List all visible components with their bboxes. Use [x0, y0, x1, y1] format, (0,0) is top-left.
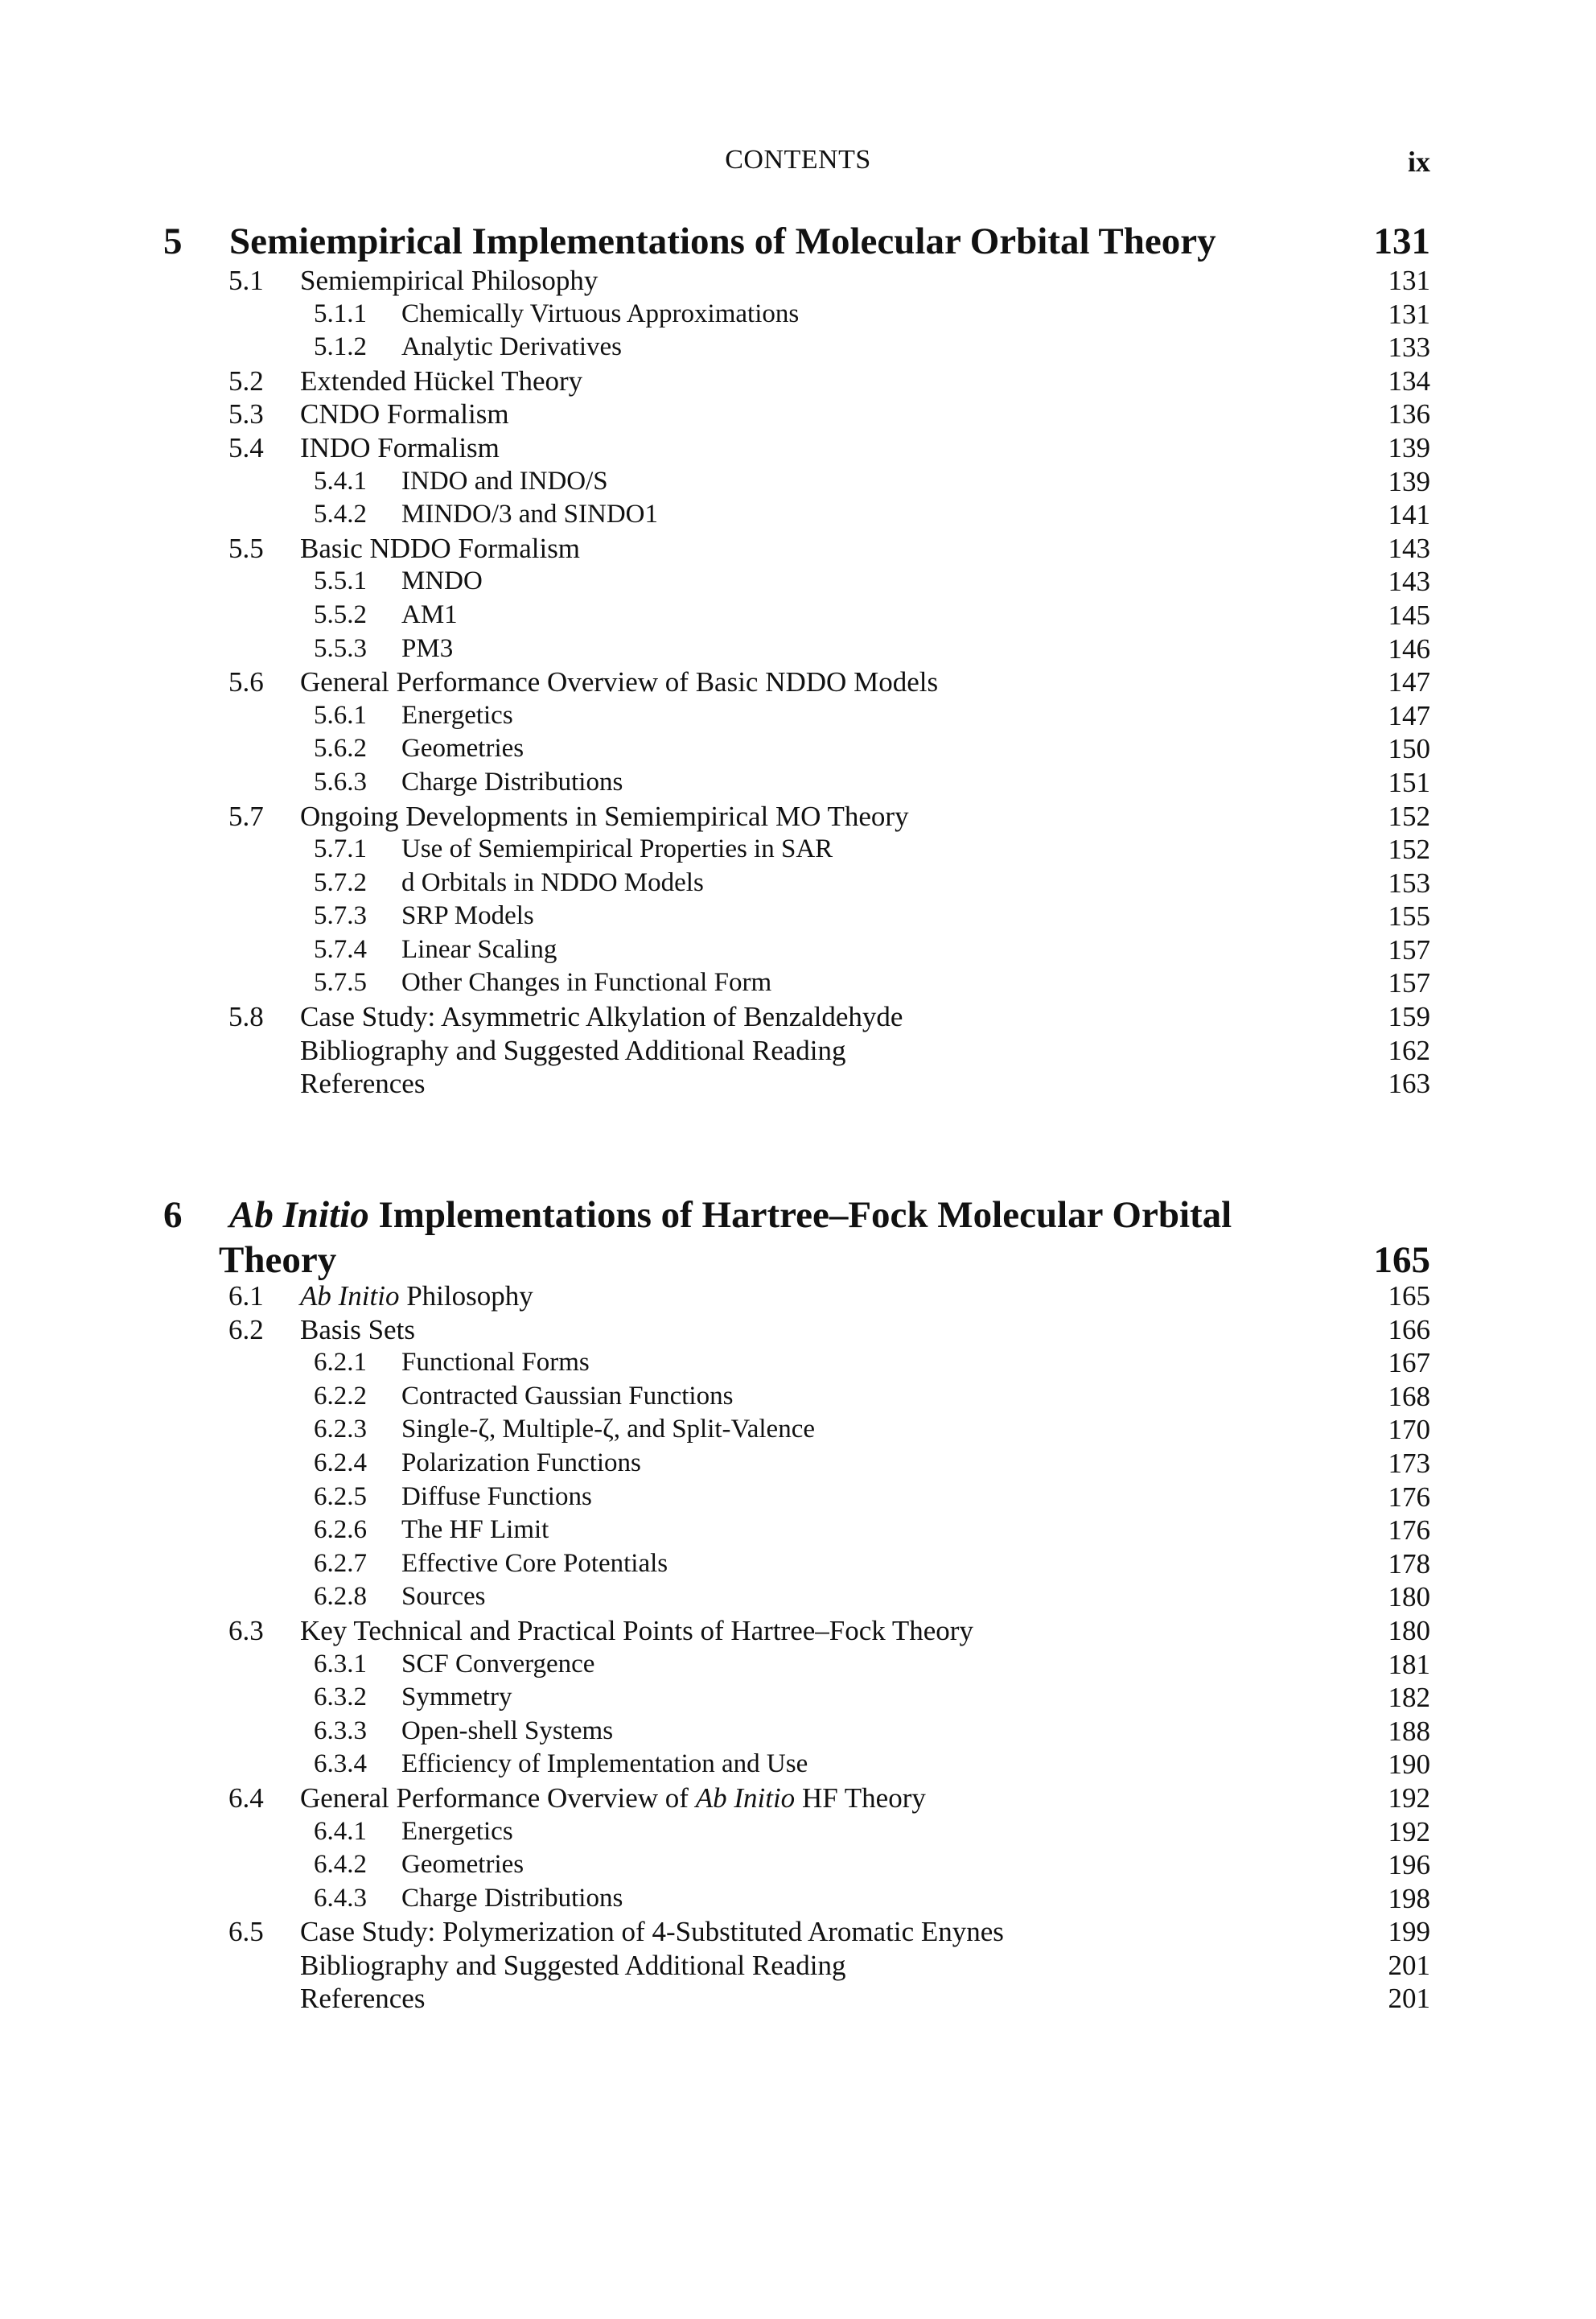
toc-backmatter-entry[interactable]: [0, 1034, 1596, 1068]
entry-number: 5.5.1: [314, 566, 367, 596]
entry-title-text: Contracted Gaussian Functions: [401, 1381, 734, 1411]
entry-title: [401, 933, 557, 967]
entry-page-number: 180: [1388, 1614, 1430, 1646]
entry-page-number: 131: [1388, 298, 1430, 330]
entry-page-number: 167: [1388, 1347, 1430, 1379]
entry-title-text: References: [300, 1068, 426, 1100]
running-head: [0, 145, 1596, 185]
entry-number: 5.1: [228, 265, 264, 296]
entry-title-text: Energetics: [401, 700, 513, 730]
toc-subsection-entry[interactable]: [0, 1815, 1596, 1849]
entry-title: [401, 1715, 613, 1749]
toc-subsection-entry[interactable]: [0, 867, 1596, 900]
toc-subsection-entry[interactable]: [0, 1380, 1596, 1414]
entry-title-text: Ongoing Developments in Semiempirical MO Theory: [300, 800, 909, 832]
entry-page-number: 192: [1388, 1815, 1430, 1847]
entry-title: [300, 1949, 846, 1983]
entry-title: [300, 1915, 1004, 1949]
entry-page-number: 134: [1388, 365, 1430, 397]
toc-subsection-entry[interactable]: [0, 699, 1596, 733]
toc-subsection-entry[interactable]: [0, 298, 1596, 332]
entry-page-number: 181: [1388, 1648, 1430, 1680]
entry-number: 5.7.4: [314, 934, 367, 964]
entry-title-italic: Ab Initio: [695, 1781, 796, 1814]
entry-number: 6.2.1: [314, 1348, 367, 1378]
toc-subsection-entry[interactable]: [0, 1346, 1596, 1380]
entry-title-text: INDO Formalism: [300, 431, 500, 463]
toc-section-entry[interactable]: [0, 1313, 1596, 1347]
entry-number: 6.3.3: [314, 1716, 367, 1745]
entry-title-text: Bibliography and Suggested Additional Reading: [300, 1034, 846, 1066]
toc-backmatter-entry[interactable]: [0, 1067, 1596, 1101]
entry-title: [300, 1781, 926, 1815]
entry-title: [401, 966, 771, 1000]
entry-title-text: Philosophy: [399, 1280, 533, 1312]
entry-title: [401, 766, 623, 800]
chapter-number: 6: [163, 1194, 183, 1236]
entry-title-text: Chemically Virtuous Approximations: [401, 299, 800, 328]
toc-subsection-entry[interactable]: [0, 1580, 1596, 1614]
entry-number: 5.5.2: [314, 599, 367, 629]
toc-section-entry[interactable]: [0, 1614, 1596, 1648]
entry-page-number: 199: [1388, 1916, 1430, 1948]
entry-page-number: 180: [1388, 1581, 1430, 1613]
entry-title-text: Semiempirical Philosophy: [300, 265, 598, 296]
toc-section-entry[interactable]: [0, 397, 1596, 431]
entry-number: 5.8: [228, 1001, 264, 1033]
entry-title: [401, 1380, 733, 1414]
toc-section-entry[interactable]: [0, 264, 1596, 298]
entry-number: 6.1: [228, 1280, 264, 1312]
entry-title: [401, 1413, 815, 1447]
entry-page-number: 147: [1388, 699, 1430, 731]
entry-page-number: 178: [1388, 1547, 1430, 1580]
entry-page-number: 201: [1388, 1983, 1430, 2015]
toc-section-entry[interactable]: [0, 532, 1596, 566]
entry-title: [401, 1346, 590, 1380]
entry-page-number: 182: [1388, 1682, 1430, 1714]
entry-title: [300, 1000, 903, 1034]
entry-title: [300, 1034, 846, 1068]
toc-subsection-entry[interactable]: [0, 732, 1596, 766]
entry-page-number: 201: [1388, 1949, 1430, 1981]
entry-title-text: AM1: [401, 599, 458, 629]
entry-title-text: d Orbitals in NDDO Models: [401, 867, 704, 897]
entry-title: [401, 900, 534, 933]
toc-section-entry[interactable]: [0, 365, 1596, 398]
entry-number: 6.2.4: [314, 1448, 367, 1477]
entry-title: [401, 1547, 668, 1581]
entry-page-number: 136: [1388, 398, 1430, 430]
entry-page-number: 153: [1388, 867, 1430, 899]
entry-page-number: 143: [1388, 532, 1430, 564]
entry-title-text: General Performance Overview of: [300, 1781, 696, 1814]
entry-page-number: 139: [1388, 465, 1430, 497]
entry-title: [401, 1882, 623, 1916]
entry-number: 5.6.1: [314, 700, 367, 730]
entry-page-number: 173: [1388, 1447, 1430, 1479]
entry-page-number: 146: [1388, 632, 1430, 665]
toc-subsection-entry[interactable]: [0, 1514, 1596, 1547]
chapter-page-number: 165: [1373, 1239, 1430, 1281]
entry-number: 5.6: [228, 666, 264, 698]
toc-subsection-entry[interactable]: [0, 1481, 1596, 1514]
toc-subsection-entry[interactable]: [0, 766, 1596, 800]
chapter-page-number: 131: [1373, 220, 1430, 262]
entry-title: [401, 1848, 524, 1882]
entry-page-number: 151: [1388, 766, 1430, 798]
toc-section-entry[interactable]: [0, 1781, 1596, 1815]
entry-title: [401, 1681, 512, 1715]
entry-page-number: 168: [1388, 1380, 1430, 1412]
entry-page-number: 192: [1388, 1781, 1430, 1814]
entry-number: 6.5: [228, 1916, 264, 1948]
entry-page-number: 141: [1388, 499, 1430, 531]
entry-page-number: 152: [1388, 800, 1430, 832]
entry-title-text: Single-ζ, Multiple-ζ, and Split-Valence: [401, 1415, 815, 1444]
entry-number: 5.1.1: [314, 299, 367, 328]
entry-title-text: Symmetry: [401, 1683, 512, 1712]
entry-title-text: Diffuse Functions: [401, 1481, 592, 1511]
entry-page-number: 176: [1388, 1514, 1430, 1547]
entry-number: 5.7.5: [314, 968, 367, 998]
chapter-title-italic: Ab Initio: [229, 1194, 369, 1236]
entry-number: 5.5.3: [314, 633, 367, 663]
entry-page-number: 157: [1388, 933, 1430, 966]
entry-title: [401, 298, 799, 332]
entry-page-number: 176: [1388, 1481, 1430, 1513]
toc-backmatter-entry[interactable]: [0, 1949, 1596, 1983]
toc-subsection-entry[interactable]: [0, 331, 1596, 365]
toc-subsection-entry[interactable]: [0, 1547, 1596, 1581]
entry-title-text: Use of Semiempirical Properties in SAR: [401, 834, 833, 864]
entry-page-number: 166: [1388, 1313, 1430, 1345]
toc-subsection-entry[interactable]: [0, 1715, 1596, 1749]
entry-title-text: Basis Sets: [300, 1313, 415, 1345]
toc-subsection-entry[interactable]: [0, 565, 1596, 599]
entry-number: 6.4.2: [314, 1850, 367, 1880]
entry-page-number: 143: [1388, 566, 1430, 598]
toc-subsection-entry[interactable]: [0, 1681, 1596, 1715]
entry-page-number: 150: [1388, 733, 1430, 765]
toc-section-entry[interactable]: [0, 1000, 1596, 1034]
entry-title: [401, 1815, 513, 1849]
entry-title: [401, 1481, 592, 1514]
entry-page-number: 162: [1388, 1034, 1430, 1066]
entry-title-text: Polarization Functions: [401, 1448, 641, 1477]
toc-subsection-entry[interactable]: [0, 933, 1596, 967]
toc-backmatter-entry[interactable]: [0, 1982, 1596, 2016]
entry-number: 5.7.3: [314, 901, 367, 931]
entry-title-text: Efficiency of Implementation and Use: [401, 1749, 808, 1779]
entry-title-text: MINDO/3 and SINDO1: [401, 500, 658, 529]
entry-title: [300, 1313, 415, 1347]
entry-title-italic: Ab Initio: [300, 1280, 400, 1312]
entry-number: 6.2.5: [314, 1481, 367, 1511]
entry-title-text: HF Theory: [795, 1781, 926, 1814]
entry-title: [401, 732, 524, 766]
toc-subsection-entry[interactable]: [0, 833, 1596, 867]
entry-number: 5.2: [228, 365, 264, 397]
entry-title: [300, 431, 500, 465]
entry-title: [401, 331, 622, 365]
entry-number: 5.5: [228, 532, 264, 564]
entry-title-text: General Performance Overview of Basic NDDO Models: [300, 666, 939, 698]
entry-page-number: 147: [1388, 666, 1430, 698]
entry-title: [300, 1614, 973, 1648]
entry-number: 6.2.3: [314, 1415, 367, 1444]
entry-title: [300, 397, 509, 431]
entry-number: 6.4.3: [314, 1883, 367, 1913]
entry-title-text: Basic NDDO Formalism: [300, 532, 581, 564]
toc-subsection-entry[interactable]: [0, 1848, 1596, 1882]
entry-title-text: Geometries: [401, 1850, 524, 1880]
entry-title-text: Other Changes in Functional Form: [401, 968, 772, 998]
entry-number: 5.7.1: [314, 834, 367, 864]
entry-title: [300, 532, 580, 566]
entry-title-text: SRP Models: [401, 901, 534, 931]
entry-number: 6.3.2: [314, 1683, 367, 1712]
entry-number: 5.1.2: [314, 332, 367, 362]
entry-page-number: 165: [1388, 1280, 1430, 1312]
entry-title-text: SCF Convergence: [401, 1649, 595, 1678]
entry-title: [300, 800, 909, 834]
entry-page-number: 152: [1388, 834, 1430, 866]
entry-title: [401, 1447, 641, 1481]
entry-title-text: Bibliography and Suggested Additional Reading: [300, 1949, 846, 1981]
toc-subsection-entry[interactable]: [0, 966, 1596, 1000]
entry-page-number: 188: [1388, 1715, 1430, 1747]
entry-number: 6.4.1: [314, 1816, 367, 1846]
entry-page-number: 170: [1388, 1414, 1430, 1446]
entry-number: 6.2.6: [314, 1515, 367, 1545]
toc-section-entry[interactable]: [0, 1915, 1596, 1949]
entry-title-text: Analytic Derivatives: [401, 332, 622, 362]
entry-number: 5.7: [228, 800, 264, 832]
running-head-page-number: ix: [1407, 146, 1430, 178]
entry-page-number: 163: [1388, 1068, 1430, 1100]
entry-page-number: 145: [1388, 599, 1430, 631]
entry-title-text: Extended Hückel Theory: [300, 365, 583, 397]
toc-subsection-entry[interactable]: [0, 498, 1596, 532]
entry-page-number: 190: [1388, 1749, 1430, 1781]
entry-title: [401, 1580, 485, 1614]
toc-subsection-entry[interactable]: [0, 1748, 1596, 1781]
toc-section-entry[interactable]: [0, 1279, 1596, 1313]
entry-title: [300, 1067, 425, 1101]
entry-title: [401, 465, 608, 499]
entry-title: [401, 599, 458, 632]
entry-title-text: Sources: [401, 1582, 486, 1612]
entry-title: [300, 365, 582, 398]
entry-page-number: 131: [1388, 265, 1430, 296]
entry-title: [401, 498, 658, 532]
entry-title: [300, 1279, 533, 1313]
entry-number: 5.4.2: [314, 500, 367, 529]
entry-title-text: Charge Distributions: [401, 1883, 623, 1913]
entry-number: 6.3.4: [314, 1749, 367, 1779]
toc-subsection-entry[interactable]: [0, 900, 1596, 933]
entry-title-text: The HF Limit: [401, 1515, 549, 1545]
entry-page-number: 133: [1388, 332, 1430, 364]
entry-title-text: Key Technical and Practical Points of Hartree–Fock Theory: [300, 1614, 973, 1646]
entry-number: 5.7.2: [314, 867, 367, 897]
toc-section-entry[interactable]: [0, 800, 1596, 834]
entry-number: 5.4.1: [314, 466, 367, 496]
entry-title: [401, 1514, 549, 1547]
entry-title-text: Geometries: [401, 734, 524, 764]
entry-number: 5.4: [228, 431, 264, 463]
entry-title-text: Linear Scaling: [401, 934, 557, 964]
entry-title-text: Energetics: [401, 1816, 513, 1846]
entry-page-number: 139: [1388, 431, 1430, 463]
entry-page-number: 155: [1388, 900, 1430, 933]
entry-number: 6.4: [228, 1781, 264, 1814]
entry-title-text: References: [300, 1983, 426, 2015]
entry-number: 5.3: [228, 398, 264, 430]
toc-subsection-entry[interactable]: [0, 599, 1596, 632]
entry-page-number: 196: [1388, 1849, 1430, 1881]
entry-title-text: PM3: [401, 633, 454, 663]
entry-page-number: 157: [1388, 967, 1430, 999]
entry-page-number: 159: [1388, 1001, 1430, 1033]
entry-title: [401, 833, 833, 867]
toc-subsection-entry[interactable]: [0, 1413, 1596, 1447]
entry-number: 6.3: [228, 1614, 264, 1646]
chapter-6-entries: [0, 1279, 1596, 2016]
entry-title: [401, 632, 453, 666]
entry-number: 6.2.2: [314, 1381, 367, 1411]
entry-title: [401, 1648, 594, 1682]
toc-section-entry[interactable]: [0, 431, 1596, 465]
toc-subsection-entry[interactable]: [0, 1648, 1596, 1682]
entry-number: 6.2: [228, 1313, 264, 1345]
chapter-title: Semiempirical Implementations of Molecular Orbital Theory: [229, 220, 1216, 262]
entry-title-text: Case Study: Asymmetric Alkylation of Benzaldehyde: [300, 1001, 903, 1033]
entry-number: 5.6.2: [314, 734, 367, 764]
entry-number: 6.2.8: [314, 1582, 367, 1612]
entry-title: [401, 867, 704, 900]
entry-title-text: Case Study: Polymerization of 4-Substituted Aromatic Enynes: [300, 1916, 1004, 1948]
entry-title: [300, 1982, 425, 2016]
entry-title-text: Functional Forms: [401, 1348, 590, 1378]
entry-title: [300, 264, 598, 298]
chapter-5-entries: [0, 264, 1596, 1101]
chapter-title-rest: Implementations of Hartree–Fock Molecular Orbital: [368, 1194, 1232, 1236]
entry-page-number: 198: [1388, 1882, 1430, 1914]
entry-title-text: Open-shell Systems: [401, 1716, 614, 1745]
entry-title: [401, 1748, 808, 1781]
toc-subsection-entry[interactable]: [0, 465, 1596, 499]
entry-title-text: INDO and INDO/S: [401, 466, 608, 496]
chapter-title: [229, 1192, 1232, 1238]
entry-number: 5.6.3: [314, 767, 367, 797]
chapter-number: 5: [163, 220, 183, 262]
toc-subsection-entry[interactable]: [0, 632, 1596, 666]
entry-title: [401, 699, 513, 733]
entry-title-text: Effective Core Potentials: [401, 1548, 668, 1578]
chapter-title-line2: Theory: [219, 1239, 337, 1281]
toc-section-entry[interactable]: [0, 665, 1596, 699]
toc-subsection-entry[interactable]: [0, 1882, 1596, 1916]
running-head-title: CONTENTS: [725, 145, 871, 175]
entry-title: [401, 565, 483, 599]
entry-title-text: CNDO Formalism: [300, 398, 509, 430]
entry-title: [300, 665, 938, 699]
toc-subsection-entry[interactable]: [0, 1447, 1596, 1481]
entry-number: 6.3.1: [314, 1649, 367, 1678]
entry-title-text: MNDO: [401, 566, 483, 596]
entry-title-text: Charge Distributions: [401, 767, 623, 797]
entry-number: 6.2.7: [314, 1548, 367, 1578]
